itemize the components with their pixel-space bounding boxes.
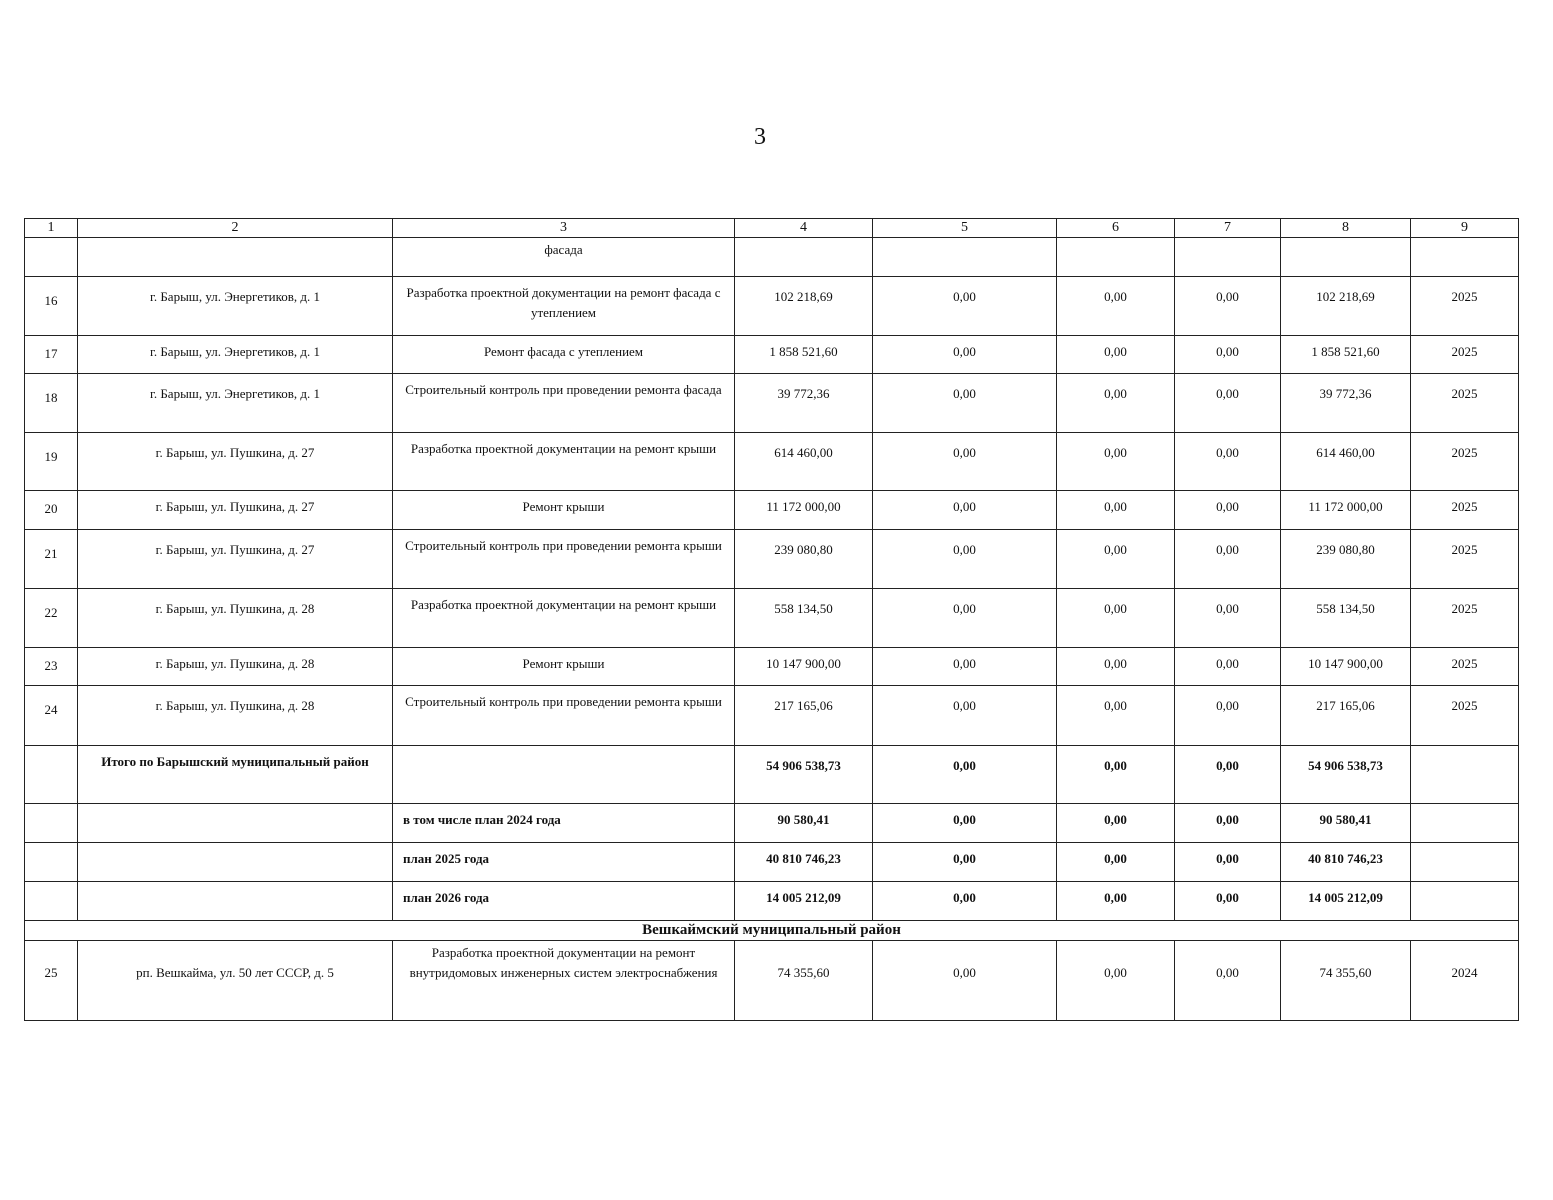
year-cell: 2025	[1411, 648, 1519, 686]
row-number: 20	[25, 491, 78, 530]
value-cell: 0,00	[873, 277, 1057, 336]
value-cell: 0,00	[1057, 804, 1175, 843]
row-number: 18	[25, 374, 78, 433]
col-header: 6	[1057, 219, 1175, 238]
value-cell: 0,00	[1175, 843, 1281, 882]
table-row	[25, 374, 1519, 433]
row-number	[25, 238, 78, 277]
column-number-header	[25, 219, 1519, 238]
row-number: 19	[25, 433, 78, 491]
cost-total-cell: 11 172 000,00	[735, 491, 873, 530]
plan-row	[25, 843, 1519, 882]
year-cell	[1411, 238, 1519, 277]
value-cell: 0,00	[873, 843, 1057, 882]
value-cell: 0,00	[873, 589, 1057, 648]
year-cell: 2025	[1411, 686, 1519, 746]
work-cell: Ремонт крыши	[393, 648, 735, 686]
total-label: Итого по Барышский муниципальный район	[78, 746, 393, 804]
work-cell: Строительный контроль при проведении ремонта крыши	[393, 530, 735, 589]
value-cell: 0,00	[873, 686, 1057, 746]
value-cell: 0,00	[873, 882, 1057, 921]
value-cell: 102 218,69	[1281, 277, 1411, 336]
value-cell: 0,00	[1057, 491, 1175, 530]
table-row	[25, 530, 1519, 589]
year-cell: 2025	[1411, 530, 1519, 589]
row-number: 16	[25, 277, 78, 336]
col-header: 3	[393, 219, 735, 238]
address-cell	[78, 238, 393, 277]
address-cell: г. Барыш, ул. Пушкина, д. 28	[78, 589, 393, 648]
cost-total-cell: 74 355,60	[735, 941, 873, 1021]
value-cell: 0,00	[1057, 336, 1175, 374]
address-cell: г. Барыш, ул. Энергетиков, д. 1	[78, 277, 393, 336]
table-row	[25, 589, 1519, 648]
cost-total-cell: 614 460,00	[735, 433, 873, 491]
value-cell: 0,00	[1057, 589, 1175, 648]
col-header: 2	[78, 219, 393, 238]
value-cell: 40 810 746,23	[1281, 843, 1411, 882]
value-cell: 0,00	[873, 374, 1057, 433]
value-cell: 0,00	[1057, 433, 1175, 491]
address-cell: г. Барыш, ул. Пушкина, д. 27	[78, 433, 393, 491]
value-cell: 0,00	[1057, 843, 1175, 882]
value-cell: 39 772,36	[1281, 374, 1411, 433]
cost-total-cell: 239 080,80	[735, 530, 873, 589]
value-cell: 217 165,06	[1281, 686, 1411, 746]
address-cell: г. Барыш, ул. Пушкина, д. 27	[78, 530, 393, 589]
cost-total-cell: 54 906 538,73	[735, 746, 873, 804]
value-cell: 0,00	[1175, 648, 1281, 686]
year-cell: 2025	[1411, 433, 1519, 491]
table-row	[25, 491, 1519, 530]
value-cell: 11 172 000,00	[1281, 491, 1411, 530]
value-cell	[1057, 238, 1175, 277]
table-row	[25, 336, 1519, 374]
table-row	[25, 941, 1519, 1021]
value-cell	[1175, 238, 1281, 277]
value-cell	[873, 238, 1057, 277]
year-cell: 2025	[1411, 277, 1519, 336]
page-number: 3	[754, 124, 766, 150]
value-cell: 0,00	[1175, 589, 1281, 648]
value-cell: 0,00	[873, 530, 1057, 589]
value-cell: 0,00	[1057, 277, 1175, 336]
table-row	[25, 433, 1519, 491]
year-cell: 2025	[1411, 374, 1519, 433]
row-number	[25, 746, 78, 804]
value-cell: 0,00	[1057, 746, 1175, 804]
col-header: 5	[873, 219, 1057, 238]
cost-total-cell: 10 147 900,00	[735, 648, 873, 686]
value-cell: 0,00	[1057, 530, 1175, 589]
col-header: 9	[1411, 219, 1519, 238]
value-cell	[1281, 238, 1411, 277]
address-cell	[78, 804, 393, 843]
row-number: 17	[25, 336, 78, 374]
capital-repair-table	[24, 218, 1519, 1021]
cost-total-cell: 217 165,06	[735, 686, 873, 746]
value-cell: 0,00	[1057, 374, 1175, 433]
address-cell: г. Барыш, ул. Пушкина, д. 28	[78, 648, 393, 686]
row-number: 24	[25, 686, 78, 746]
plan-row	[25, 804, 1519, 843]
value-cell: 0,00	[1175, 746, 1281, 804]
value-cell: 0,00	[1057, 882, 1175, 921]
value-cell: 0,00	[1175, 374, 1281, 433]
cost-total-cell: 14 005 212,09	[735, 882, 873, 921]
row-number: 22	[25, 589, 78, 648]
col-header: 4	[735, 219, 873, 238]
cost-total-cell: 40 810 746,23	[735, 843, 873, 882]
work-cell: Разработка проектной документации на ремонт фасада с утеплением	[393, 277, 735, 336]
table-row	[25, 686, 1519, 746]
section-title: Вешкаймский муниципальный район	[25, 921, 1519, 941]
work-cell: фасада	[393, 238, 735, 277]
row-number: 25	[25, 941, 78, 1021]
cost-total-cell: 1 858 521,60	[735, 336, 873, 374]
year-cell	[1411, 882, 1519, 921]
work-cell: Строительный контроль при проведении ремонта фасада	[393, 374, 735, 433]
value-cell: 0,00	[873, 433, 1057, 491]
col-header: 8	[1281, 219, 1411, 238]
address-cell: г. Барыш, ул. Пушкина, д. 28	[78, 686, 393, 746]
value-cell: 0,00	[1175, 433, 1281, 491]
year-cell: 2024	[1411, 941, 1519, 1021]
value-cell: 0,00	[1057, 941, 1175, 1021]
address-cell: г. Барыш, ул. Пушкина, д. 27	[78, 491, 393, 530]
section-header-row	[25, 921, 1519, 941]
address-cell: г. Барыш, ул. Энергетиков, д. 1	[78, 374, 393, 433]
year-cell: 2025	[1411, 491, 1519, 530]
row-number: 21	[25, 530, 78, 589]
value-cell: 90 580,41	[1281, 804, 1411, 843]
col-header: 1	[25, 219, 78, 238]
value-cell: 0,00	[873, 336, 1057, 374]
value-cell: 0,00	[873, 804, 1057, 843]
cost-total-cell: 558 134,50	[735, 589, 873, 648]
value-cell: 14 005 212,09	[1281, 882, 1411, 921]
address-cell	[78, 843, 393, 882]
work-cell: Ремонт фасада с утеплением	[393, 336, 735, 374]
year-cell: 2025	[1411, 336, 1519, 374]
work-cell: Ремонт крыши	[393, 491, 735, 530]
value-cell: 0,00	[1175, 336, 1281, 374]
work-cell: Разработка проектной документации на ремонт внутридомовых инженерных систем электроснабжения	[393, 941, 735, 1021]
value-cell: 0,00	[1175, 882, 1281, 921]
value-cell: 0,00	[1175, 491, 1281, 530]
value-cell: 558 134,50	[1281, 589, 1411, 648]
address-cell	[78, 882, 393, 921]
cost-total-cell: 102 218,69	[735, 277, 873, 336]
total-period-label: план 2026 года	[393, 882, 735, 921]
value-cell: 239 080,80	[1281, 530, 1411, 589]
table-row	[25, 648, 1519, 686]
cost-total-cell: 90 580,41	[735, 804, 873, 843]
plan-row	[25, 882, 1519, 921]
value-cell: 74 355,60	[1281, 941, 1411, 1021]
district-total-row	[25, 746, 1519, 804]
value-cell: 10 147 900,00	[1281, 648, 1411, 686]
row-number: 23	[25, 648, 78, 686]
value-cell: 0,00	[873, 941, 1057, 1021]
year-cell: 2025	[1411, 589, 1519, 648]
cost-total-cell: 39 772,36	[735, 374, 873, 433]
work-cell: Разработка проектной документации на ремонт крыши	[393, 589, 735, 648]
value-cell: 0,00	[873, 746, 1057, 804]
row-number	[25, 843, 78, 882]
total-period-label: в том числе план 2024 года	[393, 804, 735, 843]
value-cell: 0,00	[873, 491, 1057, 530]
value-cell: 0,00	[1175, 277, 1281, 336]
table-row	[25, 277, 1519, 336]
row-number	[25, 882, 78, 921]
total-period-label	[393, 746, 735, 804]
year-cell	[1411, 804, 1519, 843]
cost-total-cell	[735, 238, 873, 277]
year-cell	[1411, 843, 1519, 882]
value-cell: 0,00	[1175, 530, 1281, 589]
address-cell: г. Барыш, ул. Энергетиков, д. 1	[78, 336, 393, 374]
value-cell: 54 906 538,73	[1281, 746, 1411, 804]
work-cell: Строительный контроль при проведении ремонта крыши	[393, 686, 735, 746]
value-cell: 0,00	[1057, 686, 1175, 746]
value-cell: 0,00	[873, 648, 1057, 686]
table-row	[25, 238, 1519, 277]
value-cell: 0,00	[1057, 648, 1175, 686]
work-cell: Разработка проектной документации на ремонт крыши	[393, 433, 735, 491]
address-cell: рп. Вешкайма, ул. 50 лет СССР, д. 5	[78, 941, 393, 1021]
row-number	[25, 804, 78, 843]
value-cell: 614 460,00	[1281, 433, 1411, 491]
value-cell: 0,00	[1175, 686, 1281, 746]
total-period-label: план 2025 года	[393, 843, 735, 882]
value-cell: 0,00	[1175, 941, 1281, 1021]
year-cell	[1411, 746, 1519, 804]
value-cell: 1 858 521,60	[1281, 336, 1411, 374]
value-cell: 0,00	[1175, 804, 1281, 843]
col-header: 7	[1175, 219, 1281, 238]
